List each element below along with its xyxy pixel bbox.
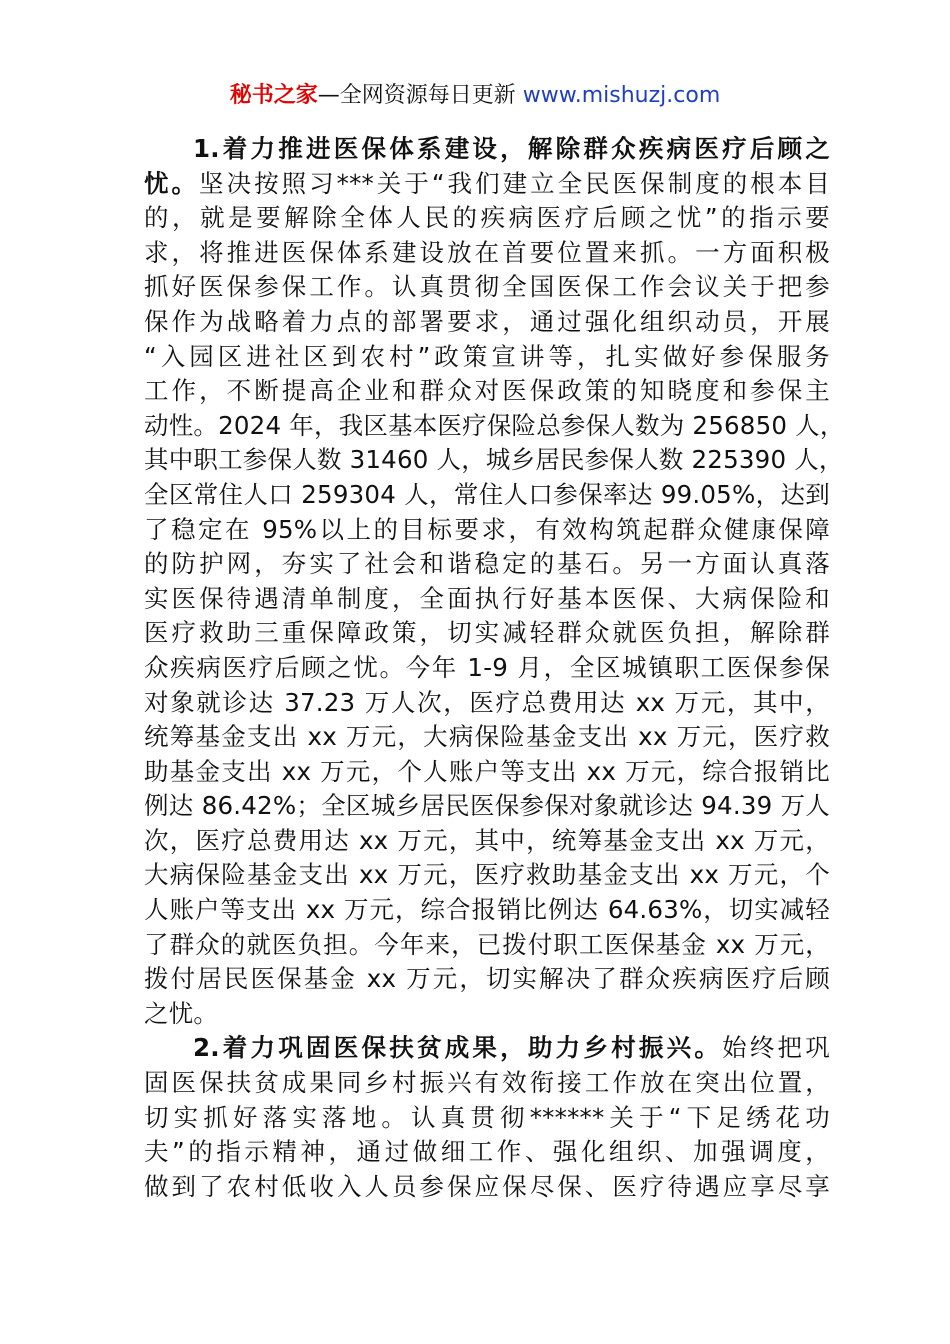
section-1-line: 工作，不断提高企业和群众对医保政策的知晓度和参保主: [144, 376, 830, 406]
section-1-line: “入园区进社区到农村”政策宣讲等，扎实做好参保服务: [144, 341, 830, 371]
section-1: [144, 132, 845, 1031]
section-1-line: 了稳定在 95%以上的目标要求，有效构筑起群众健康保障: [144, 514, 830, 544]
section-2: [144, 1031, 830, 1204]
section-2-line: 做到了农村低收入人员参保应保尽保、医疗待遇应享尽享: [144, 1171, 830, 1201]
section-1-line: 对象就诊达 37.23 万人次，医疗总费用达 xx 万元，其中，: [144, 687, 830, 717]
section-2-line: 切实抓好落实落地。认真贯彻******关于“下足绣花功: [144, 1102, 830, 1132]
section-2-line: 固医保扶贫成果同乡村振兴有效衔接工作放在突出位置，: [144, 1068, 830, 1098]
section-2-line-0-rest: 始终把巩: [722, 1033, 830, 1063]
section-1-line: 医疗救助三重保障政策，切实减轻群众就医负担，解除群: [144, 618, 830, 648]
section-1-line-1-rest: 坚决按照习***关于“我们建立全民医保制度的根本目: [199, 168, 830, 198]
section-1-line: 大病保险基金支出 xx 万元，医疗救助基金支出 xx 万元，个: [144, 860, 830, 890]
section-1-line: 全区常住人口 259304 人，常住人口参保率达 99.05%，达到: [144, 479, 830, 509]
header-brand: 秘书之家: [229, 83, 318, 108]
page-header: [0, 80, 950, 112]
section-1-line: 了群众的就医负担。今年来，已拨付职工医保基金 xx 万元，: [144, 929, 830, 959]
section-1-line: 求，将推进医保体系建设放在首要位置来抓。一方面积极: [144, 237, 830, 267]
section-1-heading-line: 1.着力推进医保体系建设，解除群众疾病医疗后顾之: [193, 134, 830, 163]
section-2-line: [144, 1031, 830, 1066]
header-url-link[interactable]: www.mishuzj.com: [522, 83, 721, 108]
section-2-line: 夫”的指示精神，通过做细工作、强化组织、加强调度，: [144, 1137, 830, 1167]
section-1-line: [144, 167, 830, 202]
section-2-heading: 2.着力巩固医保扶贫成果，助力乡村振兴。: [193, 1033, 723, 1063]
section-1-line: 保作为战略着力点的部署要求，通过强化组织动员，开展: [144, 306, 830, 336]
section-1-line: 众疾病医疗后顾之忧。今年 1-9 月，全区城镇职工医保参保: [144, 652, 830, 682]
section-1-line: 拨付居民医保基金 xx 万元，切实解决了群众疾病医疗后顾: [144, 964, 830, 994]
section-1-line: 动性。2024 年，我区基本医疗保险总参保人数为 256850 人，: [144, 410, 845, 440]
section-1-line: 统筹基金支出 xx 万元，大病保险基金支出 xx 万元，医疗救: [144, 722, 830, 752]
section-1-line: 抓好医保参保工作。认真贯彻全国医保工作会议关于把参: [144, 272, 830, 302]
document-body: [144, 132, 845, 1204]
section-1-line: 的防护网，夯实了社会和谐稳定的基石。另一方面认真落: [144, 549, 830, 579]
section-1-line: 助基金支出 xx 万元，个人账户等支出 xx 万元，综合报销比: [144, 756, 830, 786]
section-1-line: 人账户等支出 xx 万元，综合报销比例达 64.63%，切实减轻: [144, 895, 830, 925]
section-1-line: 次，医疗总费用达 xx 万元，其中，统筹基金支出 xx 万元，: [144, 825, 830, 855]
header-tagline: —全网资源每日更新: [317, 83, 516, 108]
section-1-line: 实医保待遇清单制度，全面执行好基本医保、大病保险和: [144, 583, 830, 613]
section-1-line: 例达 86.42%；全区城乡居民医保参保对象就诊达 94.39 万人: [144, 791, 830, 821]
section-1-line: 其中职工参保人数 31460 人，城乡居民参保人数 225390 人，: [144, 445, 844, 475]
section-1-line: 的，就是要解除全体人民的疾病医疗后顾之忧”的指示要: [144, 203, 830, 233]
section-1-heading-tail: 忧。: [144, 168, 200, 198]
section-1-line: 之忧。: [144, 998, 219, 1028]
section-1-line: [144, 132, 830, 167]
